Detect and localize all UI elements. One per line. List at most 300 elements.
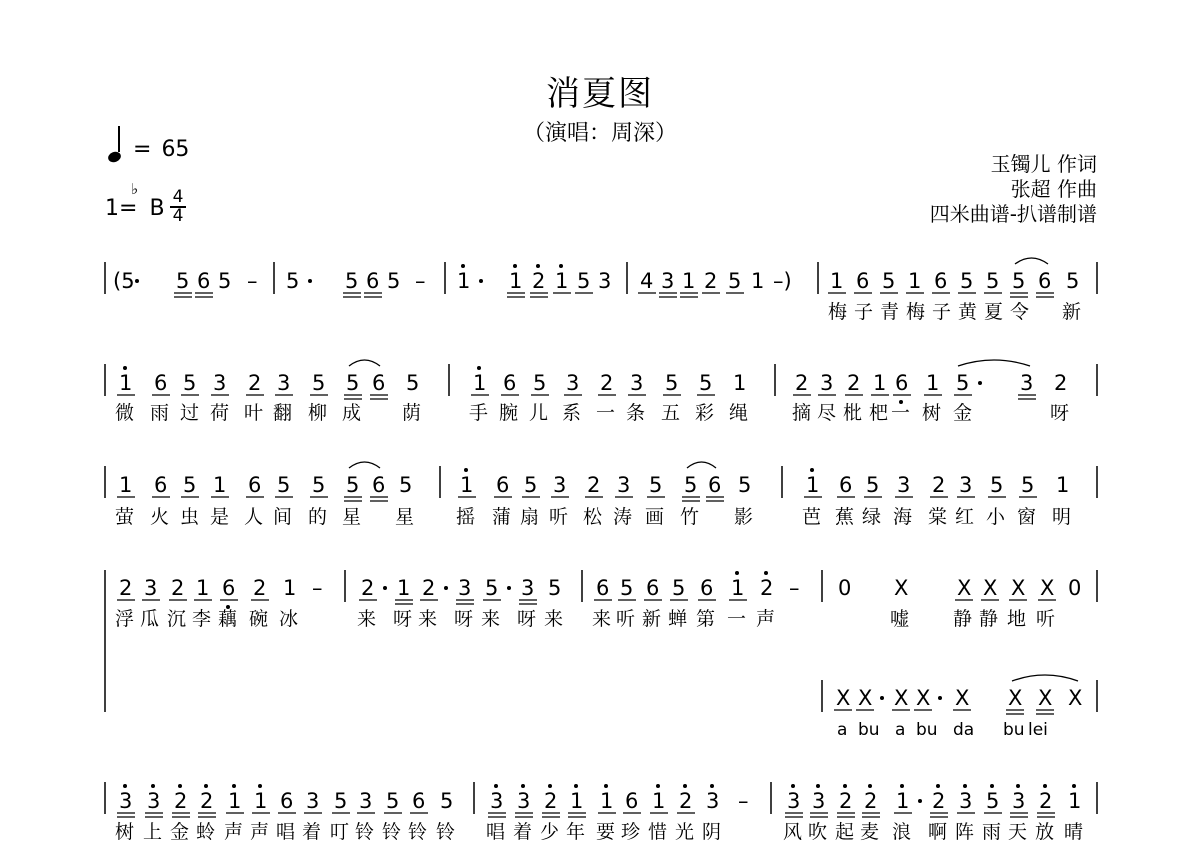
note: 2 <box>587 473 601 497</box>
note: 2 <box>1039 789 1053 813</box>
lyric-char: 麦 <box>860 821 880 843</box>
note: X <box>957 576 972 600</box>
lyric-char: 静 <box>979 608 999 630</box>
note: 5 <box>346 371 360 395</box>
tie-slur <box>1015 258 1048 264</box>
octave-dot-above <box>123 366 127 370</box>
lyric-char: 过 <box>180 402 200 424</box>
tempo-bpm: 65 <box>161 137 190 162</box>
note: 2 <box>544 789 558 813</box>
note: 3 <box>617 473 631 497</box>
note: 3 <box>897 473 911 497</box>
note: 5 <box>387 269 401 293</box>
lyric-char: 铃 <box>436 821 456 843</box>
note: 3 <box>306 789 320 813</box>
lyric-char: 海 <box>893 506 913 528</box>
lyric-char: 听 <box>1036 608 1056 630</box>
octave-dot-above <box>123 784 127 788</box>
time-numerator: 4 <box>172 187 184 207</box>
lyric-char: 新 <box>642 608 662 630</box>
note: 3 <box>598 269 612 293</box>
octave-dot-above <box>868 784 872 788</box>
note: 6 <box>934 269 948 293</box>
lyric-char: 新 <box>1062 301 1082 323</box>
note: 6 <box>496 473 510 497</box>
note: 5 <box>399 473 413 497</box>
note: 3 <box>277 371 291 395</box>
note: 2 <box>760 576 774 600</box>
note: 6 <box>197 269 211 293</box>
note: 6 <box>280 789 294 813</box>
octave-dot-above <box>843 784 847 788</box>
note: 1 <box>228 789 242 813</box>
lyric-char: 声 <box>250 821 270 843</box>
octave-dot-above <box>990 784 994 788</box>
note: 5 <box>346 473 360 497</box>
lyric-char: 星 <box>395 506 415 528</box>
note: 1 <box>926 371 940 395</box>
lyric-char: 绿 <box>862 506 882 528</box>
note: 5 <box>176 269 190 293</box>
lyric-char: 柳 <box>308 402 328 424</box>
note: – <box>738 789 749 813</box>
lyric-char: 雨 <box>982 821 1002 843</box>
lyric-char: 呀 <box>1050 402 1070 424</box>
note: 6 <box>895 371 909 395</box>
lyric-char: 蕉 <box>835 506 855 528</box>
note: 5 <box>386 789 400 813</box>
octave-dot-above <box>461 264 465 268</box>
octave-dot-above <box>816 784 820 788</box>
note: 6 <box>222 576 236 600</box>
note: 5 <box>406 371 420 395</box>
note: 5 <box>1066 269 1080 293</box>
note: 1 <box>555 269 569 293</box>
note: 2 <box>361 576 375 600</box>
note: – <box>789 576 800 600</box>
note: 5 <box>649 473 663 497</box>
lyric-char: 五 <box>661 402 681 424</box>
note: 3 <box>1012 789 1026 813</box>
lyric-char: 来 <box>357 608 377 630</box>
note: 3 <box>820 371 834 395</box>
note: 5 <box>533 371 547 395</box>
lyric-char: 竹 <box>680 506 700 528</box>
key-tonic: B <box>149 196 165 221</box>
lyric-char: 阵 <box>955 821 975 843</box>
lyric-char: 晴 <box>1064 821 1084 843</box>
tempo-equals: = <box>133 137 152 162</box>
octave-dot-above <box>604 784 608 788</box>
lyric-char: 起 <box>835 821 855 843</box>
lyric-char: 呀 <box>393 608 413 630</box>
lyric-char: 明 <box>1052 506 1072 528</box>
note: 3 <box>553 473 567 497</box>
octave-dot-above <box>683 784 687 788</box>
lyric-char: 枇 <box>843 402 863 424</box>
lyric-char: 听 <box>549 506 569 528</box>
lyric-char: 呀 <box>454 608 474 630</box>
lyric-char: 嘘 <box>890 608 910 630</box>
lyric-char: 荫 <box>402 402 422 424</box>
lyric-char: 是 <box>210 506 230 528</box>
lyric-char: 着 <box>513 821 533 843</box>
note: 6 <box>503 371 517 395</box>
note: 2 <box>600 371 614 395</box>
note: 3 <box>630 371 644 395</box>
note: 2 <box>795 371 809 395</box>
lyric-char: 尽 <box>817 402 837 424</box>
lyric-char: 放 <box>1035 821 1055 843</box>
note: X <box>983 576 998 600</box>
lyric-char: 成 <box>342 402 362 424</box>
note: X <box>1068 686 1083 710</box>
lyric-char: 年 <box>566 821 586 843</box>
lyric-char: 蒲 <box>492 506 512 528</box>
note: 2 <box>248 371 262 395</box>
note: 1 <box>600 789 614 813</box>
lyric-char: 树 <box>922 402 942 424</box>
note: 5 <box>312 371 326 395</box>
lyric-char: 小 <box>986 506 1006 528</box>
note: 5 <box>1021 473 1035 497</box>
lyric-char: 来 <box>592 608 612 630</box>
octave-dot-above <box>178 784 182 788</box>
note: 3 <box>213 371 227 395</box>
lyric-char: 惜 <box>648 821 668 843</box>
lyric-char: 火 <box>150 506 170 528</box>
note: – <box>247 269 258 293</box>
lyric-char: 雨 <box>150 402 170 424</box>
note: 1 <box>652 789 666 813</box>
note: 2 <box>932 789 946 813</box>
octave-dot-above <box>791 784 795 788</box>
lyric-char: 梅 <box>906 301 926 323</box>
octave-dot-above <box>548 784 552 788</box>
octave-dot-above <box>936 784 940 788</box>
note: 3 <box>787 789 801 813</box>
lyric-char: 来 <box>481 608 501 630</box>
note: X <box>894 576 909 600</box>
lyric-char: 光 <box>675 821 695 843</box>
note: 3 <box>359 789 373 813</box>
lyric-char: 夏 <box>984 301 1004 323</box>
octave-dot-above <box>900 784 904 788</box>
lyric-char: 影 <box>734 506 754 528</box>
lyric-char: 啊 <box>928 821 948 843</box>
note: 1 <box>254 789 268 813</box>
lyric-char: 呀 <box>517 608 537 630</box>
note: 2 <box>679 789 693 813</box>
lyric-char: 少 <box>540 821 560 843</box>
lyric-char: 松 <box>583 506 603 528</box>
note: X <box>894 686 909 710</box>
lyric-char: 天 <box>1008 821 1028 843</box>
lyric-char: 阴 <box>702 821 722 843</box>
note: 6 <box>372 371 386 395</box>
note: 5 <box>960 269 974 293</box>
lyric-char: 的 <box>308 506 328 528</box>
note: 1 <box>908 269 922 293</box>
note: 4 <box>640 269 654 293</box>
note: 6 <box>596 576 610 600</box>
lyric-char: 青 <box>880 301 900 323</box>
note: 5 <box>986 789 1000 813</box>
time-denominator: 4 <box>172 205 184 226</box>
lyric-char: 浮 <box>115 608 135 630</box>
octave-dot-above <box>1016 784 1020 788</box>
lyric-char: 藕 <box>218 608 238 630</box>
lyric-char: 珍 <box>621 821 641 843</box>
note: 1 <box>806 473 820 497</box>
lyric-char: 画 <box>645 506 665 528</box>
note: 1 <box>509 269 523 293</box>
octave-dot-above <box>494 784 498 788</box>
note: X <box>1008 686 1023 710</box>
note: 1 <box>682 269 696 293</box>
augmentation-dot <box>383 586 387 590</box>
lyric-char: 一 <box>596 402 616 424</box>
lyric-char: 条 <box>626 402 646 424</box>
note: 3 <box>490 789 504 813</box>
note: 0 <box>838 576 852 600</box>
lyric-char: 着 <box>302 821 322 843</box>
lyric-char: 涛 <box>613 506 633 528</box>
lyric-syllable: bu <box>1003 720 1025 740</box>
lyric-char: 摘 <box>792 402 812 424</box>
note: 5 <box>866 473 880 497</box>
note: 3 <box>521 576 535 600</box>
lyric-char: 黄 <box>958 301 978 323</box>
note: X <box>955 686 970 710</box>
lyric-syllable: bu <box>916 720 938 740</box>
note: 1 <box>283 576 297 600</box>
lyric-char: 要 <box>596 821 616 843</box>
lyric-char: 来 <box>544 608 564 630</box>
lyric-char: 吹 <box>808 821 828 843</box>
note: 1 <box>196 576 210 600</box>
augmentation-dot <box>135 279 139 283</box>
lyric-char: 儿 <box>529 402 549 424</box>
lyric-char: 李 <box>192 608 212 630</box>
lyric-char: 摇 <box>456 506 476 528</box>
note: 6 <box>646 576 660 600</box>
lyric-char: 星 <box>342 506 362 528</box>
lyric-char: 上 <box>143 821 163 843</box>
lyric-char: 扇 <box>520 506 540 528</box>
octave-dot-above <box>477 366 481 370</box>
lyric-char: 唱 <box>276 821 296 843</box>
note: 1 <box>119 371 133 395</box>
credit-composer: 张超 作曲 <box>1010 177 1097 201</box>
tie-slur <box>349 360 380 366</box>
note: 5 <box>183 473 197 497</box>
octave-dot-above <box>521 784 525 788</box>
note: 1 <box>1068 789 1082 813</box>
note: 5 <box>882 269 896 293</box>
key-flat-icon: ♭ <box>131 180 139 198</box>
lyric-char: 浪 <box>892 821 912 843</box>
note: X <box>1038 686 1053 710</box>
note: 1 <box>751 269 765 293</box>
lyric-char: 金 <box>170 821 190 843</box>
lyric-char: 树 <box>115 821 135 843</box>
note: 6 <box>372 473 386 497</box>
lyric-syllable: a <box>895 720 906 740</box>
note: 2 <box>864 789 878 813</box>
note: 6 <box>366 269 380 293</box>
note: 6 <box>1038 269 1052 293</box>
note: 3 <box>812 789 826 813</box>
note: 5 <box>485 576 499 600</box>
note: 1 <box>457 269 471 293</box>
tie-slur <box>687 462 716 468</box>
tie-slur <box>349 462 380 468</box>
augmentation-dot <box>978 381 982 385</box>
note: 1 <box>830 269 844 293</box>
note: 2 <box>1054 371 1068 395</box>
octave-dot-above <box>559 264 563 268</box>
note: 1 <box>733 371 747 395</box>
octave-dot-above <box>710 784 714 788</box>
note: 5 <box>218 269 232 293</box>
lyric-syllable: lei <box>1028 720 1048 740</box>
note: 3 <box>458 576 472 600</box>
note: 5 <box>183 371 197 395</box>
note: 1 <box>213 473 227 497</box>
note: 6 <box>412 789 426 813</box>
tie-slur <box>958 360 1030 366</box>
lyric-syllable: bu <box>858 720 880 740</box>
octave-dot-above <box>536 264 540 268</box>
octave-dot-above <box>513 264 517 268</box>
lyric-char: 铃 <box>382 821 402 843</box>
note: 5 <box>345 269 359 293</box>
tie-slur <box>1012 675 1078 681</box>
octave-dot-above <box>764 571 768 575</box>
note: 2 <box>119 576 133 600</box>
lyric-char: 冰 <box>279 608 299 630</box>
note: 3 <box>706 789 720 813</box>
octave-dot-above <box>232 784 236 788</box>
lyric-char: 碗 <box>249 608 269 630</box>
lyric-char: 铃 <box>408 821 428 843</box>
note: 5 <box>990 473 1004 497</box>
augmentation-dot <box>507 586 511 590</box>
octave-dot-above <box>464 468 468 472</box>
augmentation-dot <box>479 279 483 283</box>
note: 3 <box>661 269 675 293</box>
note: 1 <box>1056 473 1070 497</box>
octave-dot-above <box>258 784 262 788</box>
note: (5 <box>113 269 135 293</box>
lyric-char: 地 <box>1007 608 1027 630</box>
note: 6 <box>154 371 168 395</box>
lyric-char: 红 <box>955 506 975 528</box>
note: 3 <box>959 789 973 813</box>
note: – <box>312 576 323 600</box>
octave-dot-above <box>574 784 578 788</box>
augmentation-dot <box>938 696 942 700</box>
note: 5 <box>699 371 713 395</box>
lyric-char: 铃 <box>355 821 375 843</box>
augmentation-dot <box>444 586 448 590</box>
key-prefix: 1= <box>105 196 138 221</box>
lyric-char: 第 <box>696 608 716 630</box>
octave-dot-above <box>735 571 739 575</box>
lyric-char: 声 <box>756 608 776 630</box>
note: 5 <box>286 269 300 293</box>
lyric-syllable: da <box>953 720 975 740</box>
lyric-char: 瓜 <box>140 608 160 630</box>
note: 2 <box>847 371 861 395</box>
note: 2 <box>839 789 853 813</box>
lyric-syllable: a <box>837 720 848 740</box>
note: X <box>916 686 931 710</box>
lyric-char: 虫 <box>180 506 200 528</box>
octave-dot-above <box>810 468 814 472</box>
lyric-char: 杷 <box>869 402 889 424</box>
note: 3 <box>959 473 973 497</box>
lyric-char: 风 <box>783 821 803 843</box>
note: 5 <box>672 576 686 600</box>
note: 1 <box>873 371 887 395</box>
lyric-char: 一 <box>727 608 747 630</box>
note: 5 <box>312 473 326 497</box>
note: – <box>415 269 426 293</box>
lyric-char: 手 <box>469 402 489 424</box>
lyric-char: 腕 <box>499 402 519 424</box>
note: 2 <box>174 789 188 813</box>
lyric-char: 翻 <box>273 402 293 424</box>
lyric-char: 蝉 <box>668 608 688 630</box>
note: X <box>858 686 873 710</box>
note: 5 <box>577 269 591 293</box>
lyric-char: 系 <box>562 402 582 424</box>
note: 1 <box>570 789 584 813</box>
lyric-char: 叶 <box>244 402 264 424</box>
octave-dot-above <box>151 784 155 788</box>
note: 1 <box>397 576 411 600</box>
note: 5 <box>524 473 538 497</box>
note: 2 <box>932 473 946 497</box>
note: X <box>836 686 851 710</box>
octave-dot-above <box>204 784 208 788</box>
lyric-char: 荷 <box>210 402 230 424</box>
lyric-char: 听 <box>616 608 636 630</box>
note: 3 <box>566 371 580 395</box>
lyric-char: 子 <box>854 301 874 323</box>
augmentation-dot <box>918 799 922 803</box>
note: 2 <box>200 789 214 813</box>
note: 1 <box>460 473 474 497</box>
note: 6 <box>708 473 722 497</box>
lyric-char: 间 <box>273 506 293 528</box>
note: 1 <box>119 473 133 497</box>
note: 2 <box>422 576 436 600</box>
lyric-char: 沉 <box>167 608 187 630</box>
note: –) <box>773 269 792 293</box>
note: 6 <box>839 473 853 497</box>
lyric-char: 绳 <box>729 402 749 424</box>
note: 3 <box>517 789 531 813</box>
lyric-char: 芭 <box>802 506 822 528</box>
note: 5 <box>620 576 634 600</box>
page-subtitle: （演唱：周深） <box>522 121 677 146</box>
page-title: 消夏图 <box>546 74 654 114</box>
note: 5 <box>334 789 348 813</box>
lyric-char: 彩 <box>695 402 715 424</box>
